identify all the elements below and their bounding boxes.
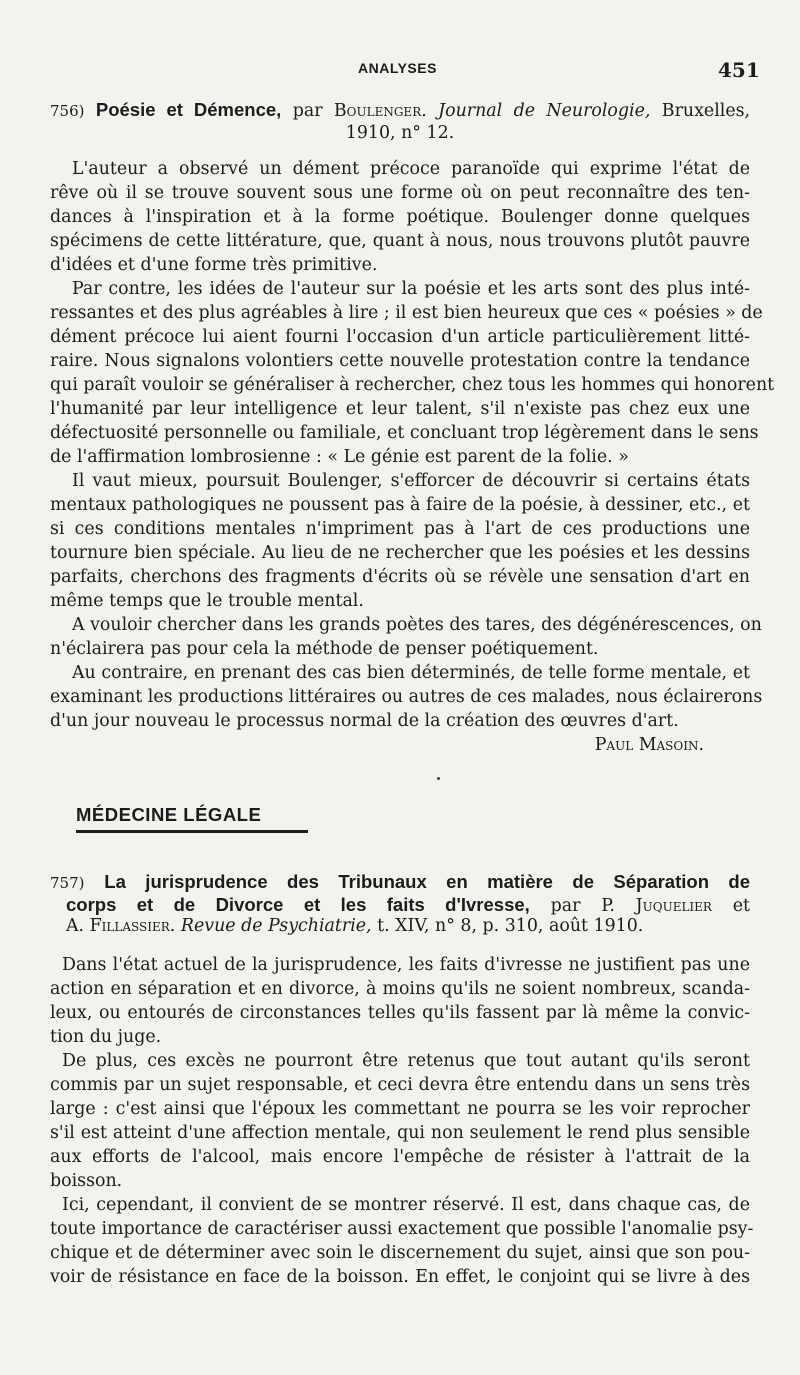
body-line: de l'affirmation lombrosienne : « Le génie est parent de la folie. » bbox=[50, 447, 629, 467]
body-line: parfaits, cherchons des fragments d'écrits où se révèle une sensation d'art en bbox=[50, 567, 750, 587]
body-line: boisson. bbox=[50, 1171, 123, 1191]
article-757-number: 757) bbox=[50, 874, 85, 892]
body-line: tournure bien spéciale. Au lieu de ne rechercher que les poésies et les dessins bbox=[50, 543, 750, 563]
body-line: Ici, cependant, il convient de se montrer réservé. Il est, dans chaque cas, de bbox=[62, 1195, 750, 1215]
running-head-title: ANALYSES bbox=[358, 60, 437, 76]
body-line: L'auteur a observé un dément précoce paranoïde qui exprime l'état de bbox=[72, 159, 750, 179]
body-line: défectuosité personnelle ou familiale, et concluant trop légèrement dans le sens bbox=[50, 423, 759, 443]
body-line: ressantes et des plus agréables à lire ; il est bien heureux que ces « poésies » de bbox=[50, 303, 763, 323]
body-line: rêve où il se trouve souvent sous une forme où on peut reconnaître des ten- bbox=[50, 183, 750, 203]
body-line: qui paraît vouloir se généraliser à rechercher, chez tous les hommes qui honorent bbox=[50, 375, 775, 395]
body-line: raire. Nous signalons volontiers cette nouvelle protestation contre la tendance bbox=[50, 351, 750, 371]
article-756-number: 756) bbox=[50, 102, 85, 120]
body-line: d'idées et d'une forme très primitive. bbox=[50, 255, 378, 275]
body-line: chique et de déterminer avec soin le discernement du sujet, ainsi que son pou- bbox=[50, 1243, 750, 1263]
article-757-and: et bbox=[732, 896, 751, 916]
article-756-place: Bruxelles, bbox=[661, 101, 751, 121]
section-heading-rule bbox=[76, 830, 308, 833]
section-heading: MÉDECINE LÉGALE bbox=[76, 804, 262, 825]
body-line: voir de résistance en face de la boisson. En effet, le conjoint qui se livre à des bbox=[50, 1267, 750, 1287]
article-757-heading-line-3 bbox=[66, 914, 750, 938]
print-speck bbox=[437, 777, 440, 780]
article-756-author: Boulenger. bbox=[333, 101, 427, 121]
body-line: même temps que le trouble mental. bbox=[50, 591, 364, 611]
body-line: l'humanité par leur intelligence et leur talent, s'il n'existe pas chez eux une bbox=[50, 399, 750, 419]
article-757-author-2: A. Fillassier. bbox=[66, 916, 176, 936]
article-757-author-1: P. Juquelier bbox=[601, 896, 712, 916]
body-line: dément précoce lui aient fourni l'occasion d'un article particulièrement litté- bbox=[50, 327, 750, 347]
body-line: toute importance de caractériser aussi exactement que possible l'anomalie psy- bbox=[50, 1219, 754, 1239]
article-756-year: 1910, n° 12. bbox=[345, 123, 455, 143]
page-number: 451 bbox=[718, 58, 760, 82]
article-757-title-part-1: La jurisprudence des Tribunaux en matière de Séparation de bbox=[104, 871, 751, 892]
body-line: action en séparation et en divorce, à moins qu'ils ne soient nombreux, scanda- bbox=[50, 979, 750, 999]
body-line: examinant les productions littéraires ou autres de ces malades, nous éclairerons bbox=[50, 687, 763, 707]
body-line: s'il est atteint d'une affection mentale, qui non seulement le rend plus sensible bbox=[50, 1123, 750, 1143]
body-line: A vouloir chercher dans les grands poètes des tares, des dégénérescences, on bbox=[72, 615, 762, 635]
body-line: large : c'est ainsi que l'époux les commettant ne pourra se les voir reprocher bbox=[50, 1099, 750, 1119]
article-757-by: par bbox=[550, 896, 581, 916]
body-line: Par contre, les idées de l'auteur sur la poésie et les arts sont des plus inté- bbox=[72, 279, 750, 299]
body-line: De plus, ces excès ne pourront être retenus que tout autant qu'ils seront bbox=[62, 1051, 750, 1071]
article-756-journal: Journal de Neurologie, bbox=[438, 101, 651, 121]
body-line: si ces conditions mentales n'impriment pas à l'art de ces productions une bbox=[50, 519, 750, 539]
body-line: Dans l'état actuel de la jurisprudence, les faits d'ivresse ne justifient pas une bbox=[62, 955, 750, 975]
body-line: Au contraire, en prenant des cas bien déterminés, de telle forme mentale, et bbox=[72, 663, 750, 683]
article-756-heading bbox=[50, 98, 750, 123]
body-line: tion du juge. bbox=[50, 1027, 162, 1047]
article-757-journal: Revue de Psychiatrie, bbox=[180, 916, 372, 936]
body-line: leux, ou entourés de circonstances telles qu'ils fassent par là même la convic- bbox=[50, 1003, 750, 1023]
body-line: dances à l'inspiration et à la forme poétique. Boulenger donne quelques bbox=[50, 207, 750, 227]
article-756-title: Poésie et Démence, bbox=[95, 99, 282, 120]
body-line: commis par un sujet responsable, et ceci devra être entendu dans un sens très bbox=[50, 1075, 750, 1095]
body-line: Il vaut mieux, poursuit Boulenger, s'efforcer de découvrir si certains états bbox=[72, 471, 750, 491]
body-line: aux efforts de l'alcool, mais encore l'empêche de résister à l'attrait de la bbox=[50, 1147, 750, 1167]
body-line: spécimens de cette littérature, que, quant à nous, nous trouvons plutôt pauvre bbox=[50, 231, 750, 251]
article-757-heading-line-1 bbox=[50, 870, 750, 895]
body-line: mentaux pathologiques ne poussent pas à faire de la poésie, à dessiner, etc., et bbox=[50, 495, 750, 515]
body-line: n'éclairera pas pour cela la méthode de penser poétiquement. bbox=[50, 639, 599, 659]
article-756-by: par bbox=[292, 101, 323, 121]
signature: Paul Masoin. bbox=[594, 735, 704, 755]
running-head bbox=[0, 58, 800, 82]
article-757-title-part-2: corps et de Divorce et les faits d'Ivresse, bbox=[66, 894, 530, 915]
body-line: d'un jour nouveau le processus normal de la création des œuvres d'art. bbox=[50, 711, 679, 731]
article-757-details: t. XIV, n° 8, p. 310, août 1910. bbox=[377, 916, 644, 936]
